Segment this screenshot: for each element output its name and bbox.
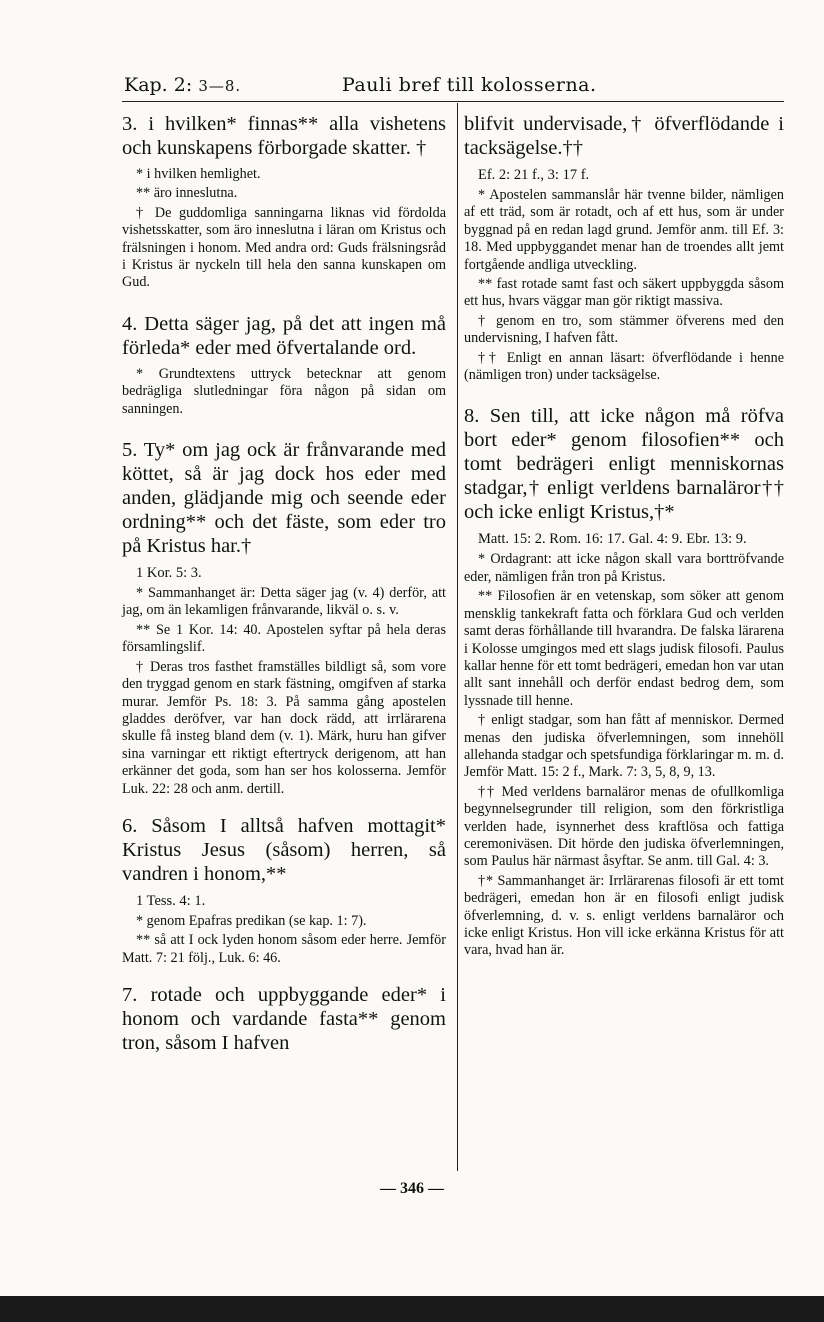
book-title: Pauli bref till kolosserna. — [342, 74, 597, 96]
footnote: * Ordagrant: att icke någon skall vara borttröfvande eder, nämligen från tron på Kristus. — [464, 551, 784, 585]
footnote: ** Filosofien är en vetenskap, som söker att genom mensklig tankekraft fatta och förklara Gud och verlden samt deras förhållande till hvarandra. De falska lärarena i Kolosse umgingos med ett slags judisk filosofi. Paulus kallar henne för ett tomt bedrägeri, emedan hon var utan allt sant innehåll och derför endast bedrog dem, som lyssnade till henne. — [464, 588, 784, 709]
footnote: † enligt stadgar, som han fått af menniskor. Dermed menas den judiska öfverlemningen, som innehöll allehanda stadgar och spetsfundiga förklaringar m. m. d. Jemför Matt. 15: 2 f., Mark. 7: 3, 5, 8, 9, 13. — [464, 712, 784, 781]
verse-7-continued: blifvit undervisade,† öfverflödande i tacksägelse.†† — [464, 113, 784, 159]
footnote: †† Enligt en annan läsart: öfverflödande i henne (nämligen tron) under tacksägelse. — [464, 349, 784, 384]
footnote: * genom Epafras predikan (se kap. 1: 7). — [136, 912, 367, 929]
footnote: * Sammanhanget är: Detta säger jag (v. 4) derför, att jag, om än lekamligen frånvarande, likväl o. s. v. — [122, 585, 446, 619]
verse-5: 5. Ty* om jag ock är frånvarande med köttet, så är jag dock hos eder med anden, glädjande mig och seende eder ordning** och det fäste, som eder tro på Kristus har.† — [122, 439, 446, 558]
footnote: †* Sammanhanget är: Irrlärarenas filosofi är ett tomt bedrägeri, emedan hon är en filosofi enligt judisk öfverlemning, d. v. s. enligt verldens barnaläror och icke enligt Kristus. Hon vill icke erkänna Kristus för att vara, hvad han är. — [464, 872, 784, 959]
header-rule — [122, 101, 784, 102]
cross-reference: 1 Tess. 4: 1. — [136, 892, 206, 909]
right-column — [464, 112, 784, 962]
chapter-label: Kap. 2: — [124, 74, 193, 96]
footnote: †† Med verldens barnaläror menas de ofullkomliga begynnelsegrunder till religion, som den förkristliga verlden hade, isynnerhet dess kraftlösa och fattiga ceremoniväsen. Dit hörde den judiska öfverlemningen, som Paulus här närmast åsyftar. Se anm. till Gal. 4: 3. — [464, 783, 784, 870]
cross-reference: Matt. 15: 2. Rom. 16: 17. Gal. 4: 9. Ebr. 13: 9. — [478, 531, 747, 548]
footnote: * Grundtextens uttryck betecknar att genom bedrägliga slutledningar föra någon på sidan om sanningen. — [122, 365, 446, 417]
column-divider — [457, 103, 458, 1171]
chapter-reference — [124, 74, 241, 96]
cross-reference: Ef. 2: 21 f., 3: 17 f. — [478, 167, 590, 183]
verse-8: 8. Sen till, att icke någon må röfva bort eder* genom filosofien** och tomt bedrägeri enligt menniskornas stadgar,† enligt verldens barnaläror†† och icke enligt Kristus,†* — [464, 405, 784, 524]
cross-reference: 1 Kor. 5: 3. — [136, 565, 202, 582]
footnote: ** Se 1 Kor. 14: 40. Apostelen syftar på hela deras församlingslif. — [122, 621, 446, 656]
footnote: † genom en tro, som stämmer öfverens med den undervisning, I hafven fått. — [464, 312, 784, 347]
footnote: * Apostelen sammanslår här tvenne bilder, nämligen af ett träd, som är rotadt, och af ett hus, som är under byggnad på en redan lagd grund. Jemför anm. till Ef. 3: 18. Med uppbyggandet menar han de troendes allt jemt fortgående andliga utveckling. — [464, 187, 784, 273]
footnote: ** så att I ock lyden honom såsom eder herre. Jemför Matt. 7: 21 följ., Luk. 6: 46. — [122, 932, 446, 966]
footnote: † Deras tros fasthet framställes bildligt så, som vore den tryggad genom en stark fästning, omgifven af starka murar. Jemför Ps. 18: 3. På samma gång apostelen gladdes deröfver, var han dock rädd, att irrlärarena skulle få insteg bland dem (v. 1). Märk, huru han gifver sina varningar ett riktigt eftertryck derigenom, att han erkänner det goda, som han ser hos kolosserna. Jemför Luk. 22: 28 och anm. dertill. — [122, 658, 446, 797]
verse-range: 3—8. — [198, 77, 242, 95]
running-header — [124, 74, 784, 102]
footnote: † De guddomliga sanningarna liknas vid fördolda vishetsskatter, som äro inneslutna i läran om Kristus och frälsningen i honom. Med andra ord: Guds frälsningsråd i Kristus är nyckeln till hela den sanna kunskapen om Gud. — [122, 204, 446, 291]
verse-4: 4. Detta säger jag, på det att ingen må förleda* eder med öfvertalande ord. — [122, 312, 446, 359]
verse-3: 3. i hvilken* finnas** alla vishetens och kunskapens förborgade skatter. † — [122, 113, 446, 159]
left-column — [122, 112, 446, 1061]
footnote: ** fast rotade samt fast och säkert uppbyggda såsom ett hus, hvars väggar man gör riktigt massiva. — [464, 276, 784, 310]
footnote: ** äro inneslutna. — [136, 185, 238, 202]
footnote: * i hvilken hemlighet. — [136, 166, 261, 182]
scan-border — [0, 1296, 824, 1322]
verse-6: 6. Såsom I alltså hafven mottagit* Kristus Jesus (såsom) herren, så vandren i honom,** — [122, 814, 446, 885]
verse-7: 7. rotade och uppbyggande eder* i honom och vardande fasta** genom tron, såsom I hafven — [122, 984, 446, 1055]
page-number: — 346 — — [380, 1180, 444, 1197]
